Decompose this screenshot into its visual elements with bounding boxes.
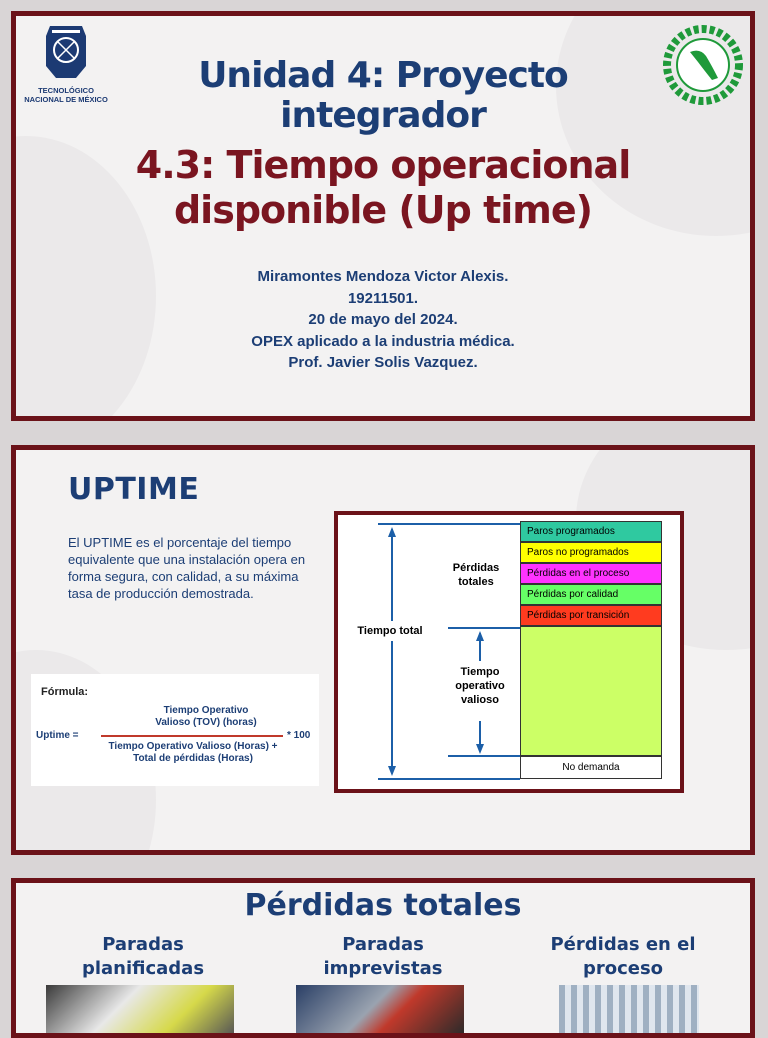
course-name: OPEX aplicado a la industria médica. xyxy=(251,332,515,350)
uptime-definition: El UPTIME es el porcentaje del tiempo equivalente que una instalación opera en forma segura, con calidad, a su máxima tasa de producción demostrada. xyxy=(68,535,306,601)
formula-denominator: Tiempo Operativo Valioso (Horas) + Total de pérdidas (Horas) xyxy=(108,741,278,764)
professor-name: Prof. Javier Solis Vazquez. xyxy=(288,354,478,371)
bar-perdidas-proceso: Pérdidas en el proceso xyxy=(520,563,662,584)
presentation-subtitle: 4.3: Tiempo operacional disponible (Up time) xyxy=(135,143,631,232)
author-name: Miramontes Mendoza Victor Alexis. xyxy=(257,268,509,285)
column-perdidas-proceso: Pérdidas en el proceso xyxy=(550,934,696,979)
fraction-line xyxy=(101,735,283,737)
column-paradas-planificadas: Paradas planificadas xyxy=(81,934,205,979)
title-slide xyxy=(11,11,755,421)
uptime-formula xyxy=(31,674,319,786)
formula-numerator: Tiempo Operativo Valioso (TOV) (horas) xyxy=(155,705,257,728)
date: 20 de mayo del 2024. xyxy=(308,311,458,328)
formula-rhs: * 100 xyxy=(287,730,311,741)
column-paradas-imprevistas: Paradas imprevistas xyxy=(323,934,443,979)
total-losses-slide xyxy=(11,878,755,1038)
photo-unplanned-stops xyxy=(296,985,464,1035)
uptime-heading: UPTIME xyxy=(68,472,200,507)
photo-planned-stops xyxy=(46,985,234,1035)
formula-lhs: Uptime = xyxy=(36,730,79,741)
bar-perdidas-transicion: Pérdidas por transición xyxy=(520,605,662,626)
bar-paros-no-programados: Paros no programados xyxy=(520,542,662,563)
tecnm-logo-text: TECNOLÓGICO NACIONAL DE MÉXICO xyxy=(24,86,108,104)
author-info xyxy=(16,266,750,374)
bar-paros-programados: Paros programados xyxy=(520,521,662,542)
bar-perdidas-calidad: Pérdidas por calidad xyxy=(520,584,662,605)
bar-tiempo-operativo-valioso xyxy=(520,626,662,756)
photo-process-losses xyxy=(559,985,699,1035)
total-time-label: Tiempo total xyxy=(357,625,423,637)
total-losses-heading: Pérdidas totales xyxy=(244,888,522,923)
uptime-diagram xyxy=(334,511,684,793)
presentation-title: Unidad 4: Proyecto integrador xyxy=(198,55,568,136)
bar-no-demanda: No demanda xyxy=(520,756,662,779)
uptime-slide xyxy=(11,445,755,855)
formula-label: Fórmula: xyxy=(41,686,89,698)
total-losses-label: Pérdidas totales xyxy=(452,562,500,588)
valuable-time-label: Tiempo operativo valioso xyxy=(455,666,505,706)
student-id: 19211501. xyxy=(347,289,419,307)
